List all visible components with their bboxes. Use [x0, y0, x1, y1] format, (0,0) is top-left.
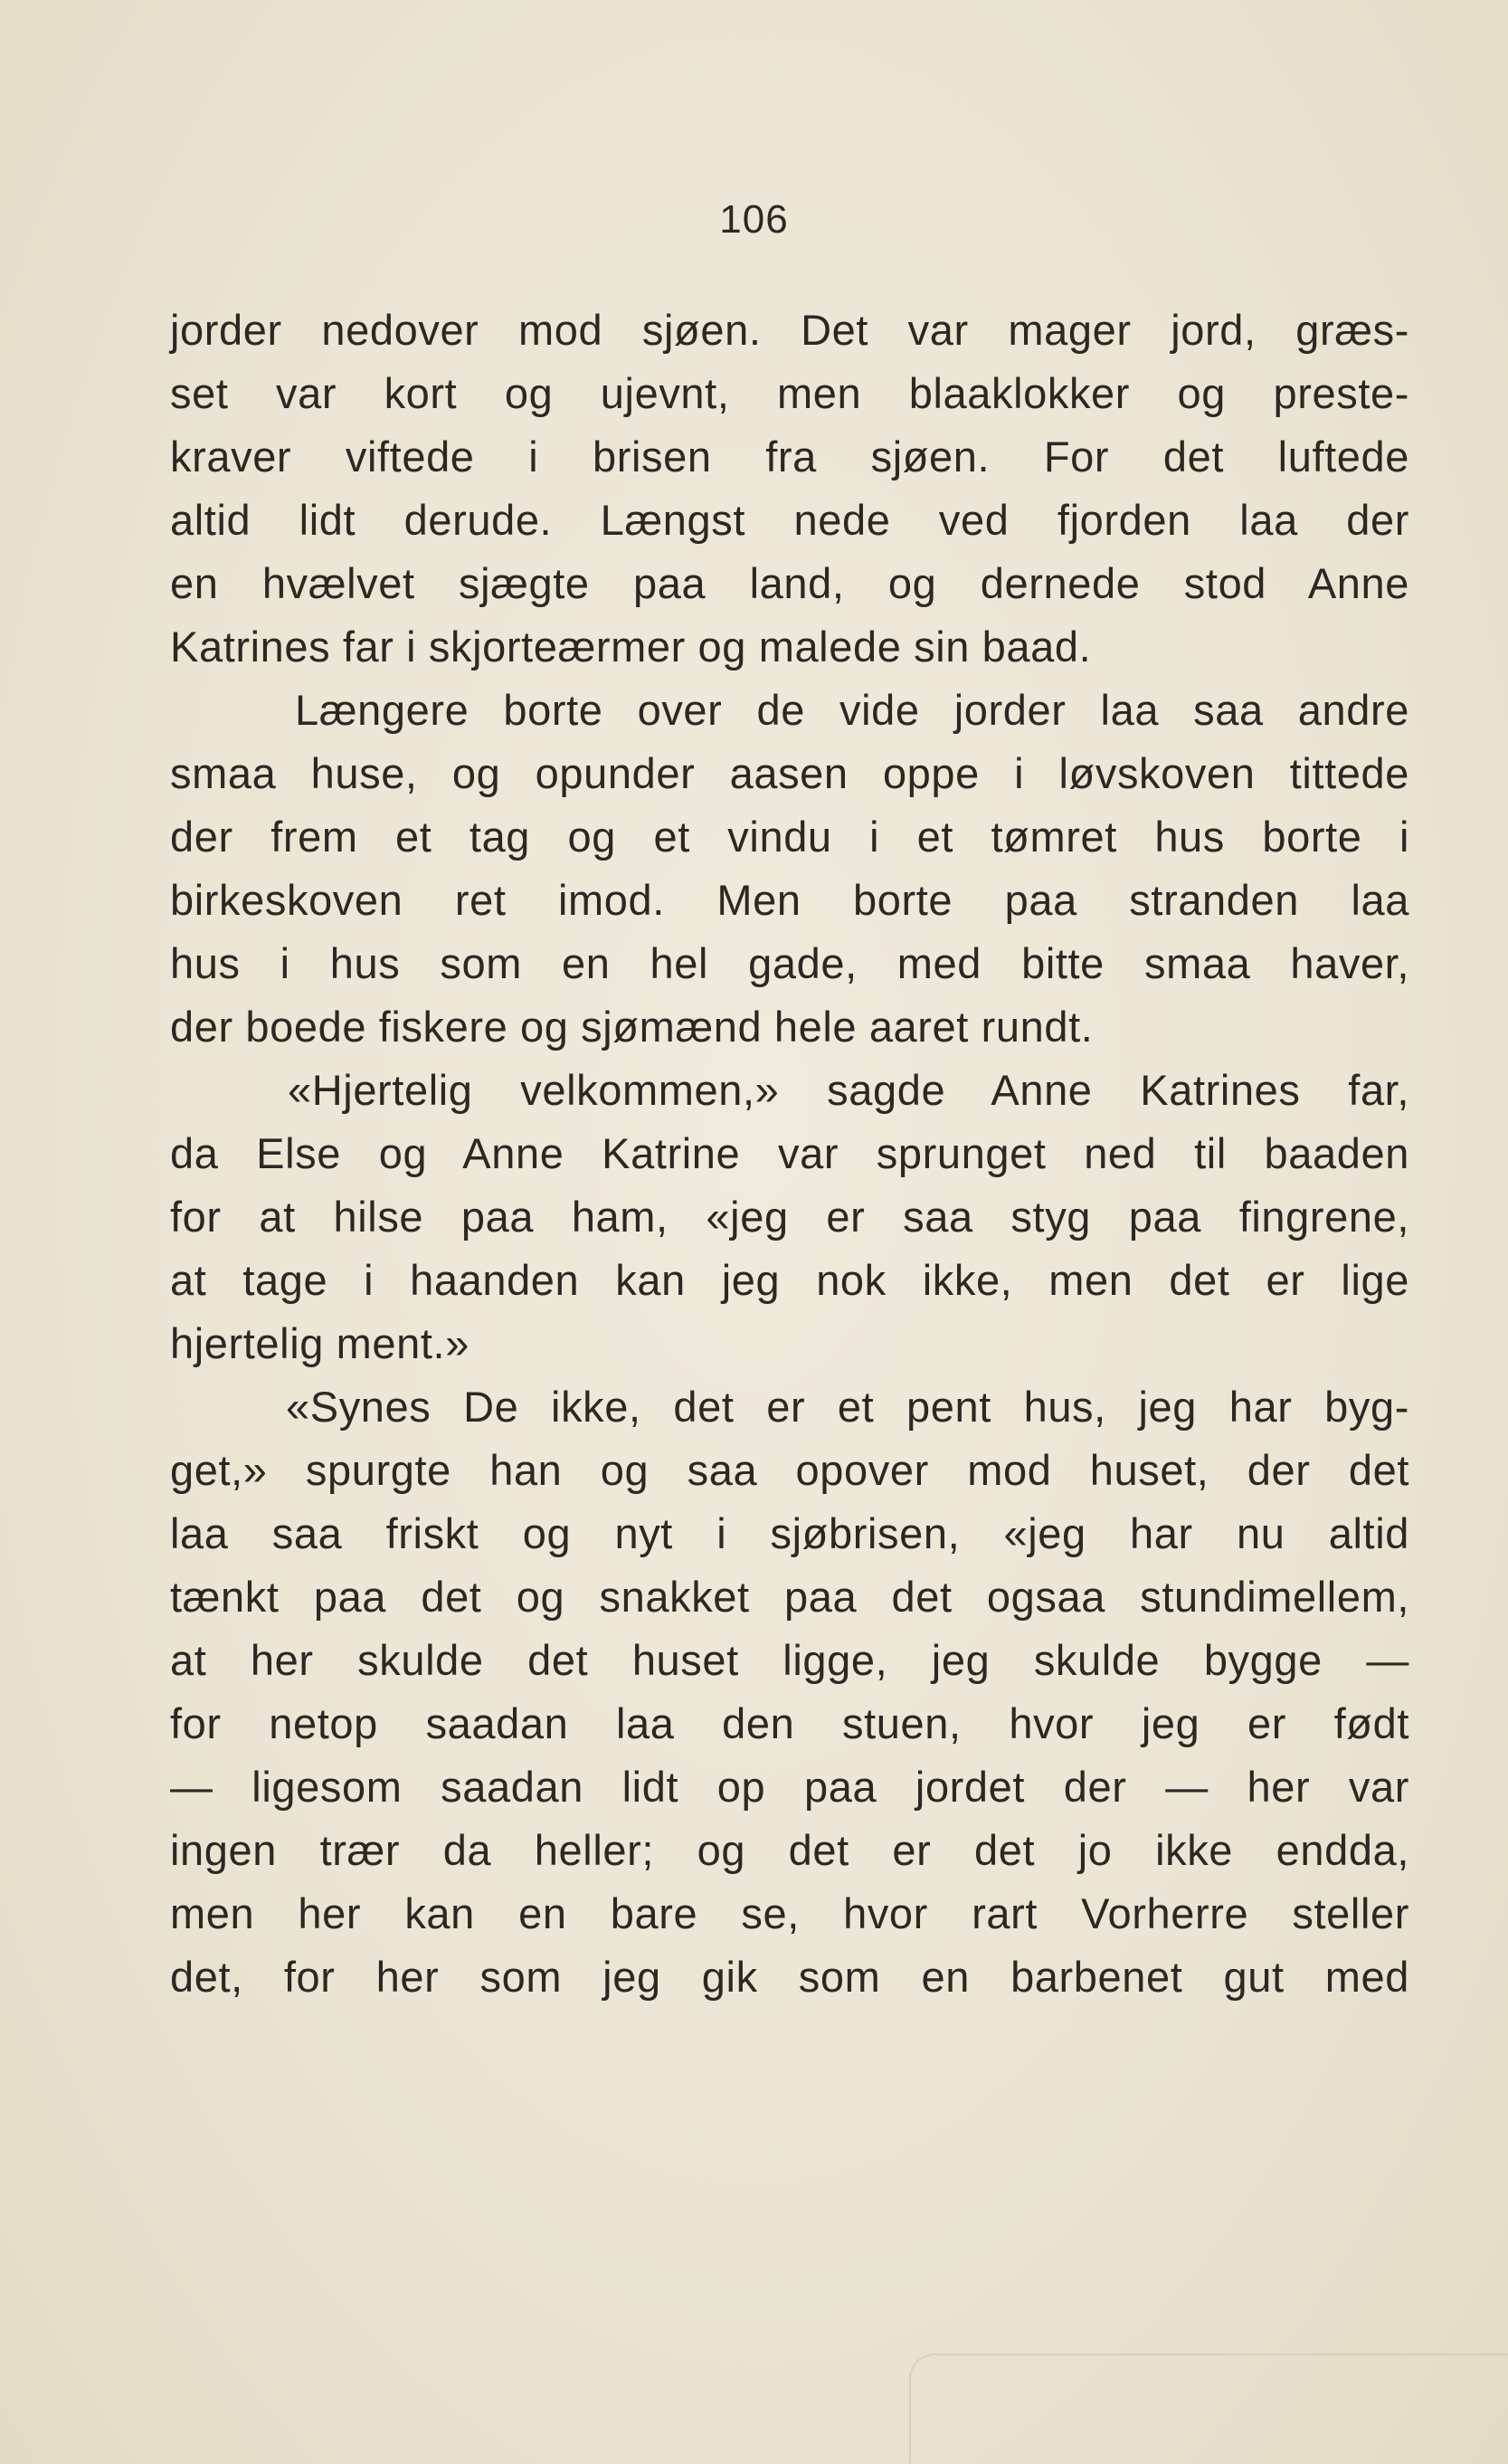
text-line: set var kort og ujevnt, men blaaklokker og preste- [170, 369, 1409, 417]
text-line: «Hjertelig velkommen,» sagde Anne Katrines far, [288, 1066, 1409, 1114]
paper-crease-mark [909, 2354, 1508, 2464]
text-line: hjertelig ment.» [170, 1319, 469, 1367]
text-line: jorder nedover mod sjøen. Det var mager jord, græs- [170, 306, 1409, 354]
text-line: da Else og Anne Katrine var sprunget ned til baaden [170, 1129, 1409, 1177]
page-number: 106 [719, 197, 789, 242]
text-line: for netop saadan laa den stuen, hvor jeg er født [170, 1699, 1409, 1747]
text-line: tænkt paa det og snakket paa det ogsaa stundimellem, [170, 1573, 1409, 1621]
body-text [170, 299, 1409, 2009]
text-line: — ligesom saadan lidt op paa jordet der — her var [170, 1763, 1409, 1811]
text-line: ingen trær da heller; og det er det jo ikke endda, [170, 1826, 1409, 1874]
text-line: der boede fiskere og sjømænd hele aaret rundt. [170, 1003, 1094, 1051]
text-line: altid lidt derude. Længst nede ved fjorden laa der [170, 496, 1409, 544]
text-line: Længere borte over de vide jorder laa saa andre [295, 686, 1409, 734]
text-line: birkeskoven ret imod. Men borte paa stranden laa [170, 876, 1409, 924]
text-line: det, for her som jeg gik som en barbenet gut med [170, 1953, 1409, 2001]
text-line: for at hilse paa ham, «jeg er saa styg paa fingrene, [170, 1193, 1409, 1241]
text-line: hus i hus som en hel gade, med bitte smaa haver, [170, 939, 1409, 987]
text-line: smaa huse, og opunder aasen oppe i løvskoven tittede [170, 749, 1409, 797]
text-line: kraver viftede i brisen fra sjøen. For det luftede [170, 433, 1409, 480]
text-line: laa saa friskt og nyt i sjøbrisen, «jeg har nu altid [170, 1509, 1409, 1557]
text-line: «Synes De ikke, det er et pent hus, jeg har byg- [286, 1383, 1409, 1431]
text-line: en hvælvet sjægte paa land, og dernede stod Anne [170, 559, 1409, 607]
text-line: at her skulde det huset ligge, jeg skulde bygge — [170, 1636, 1409, 1684]
text-line: men her kan en bare se, hvor rart Vorherre steller [170, 1889, 1409, 1937]
text-line: der frem et tag og et vindu i et tømret hus borte i [170, 813, 1409, 861]
text-line: at tage i haanden kan jeg nok ikke, men det er lige [170, 1256, 1409, 1304]
text-line: Katrines far i skjorteærmer og malede sin baad. [170, 623, 1092, 671]
text-line: get,» spurgte han og saa opover mod huset, der det [170, 1446, 1409, 1494]
